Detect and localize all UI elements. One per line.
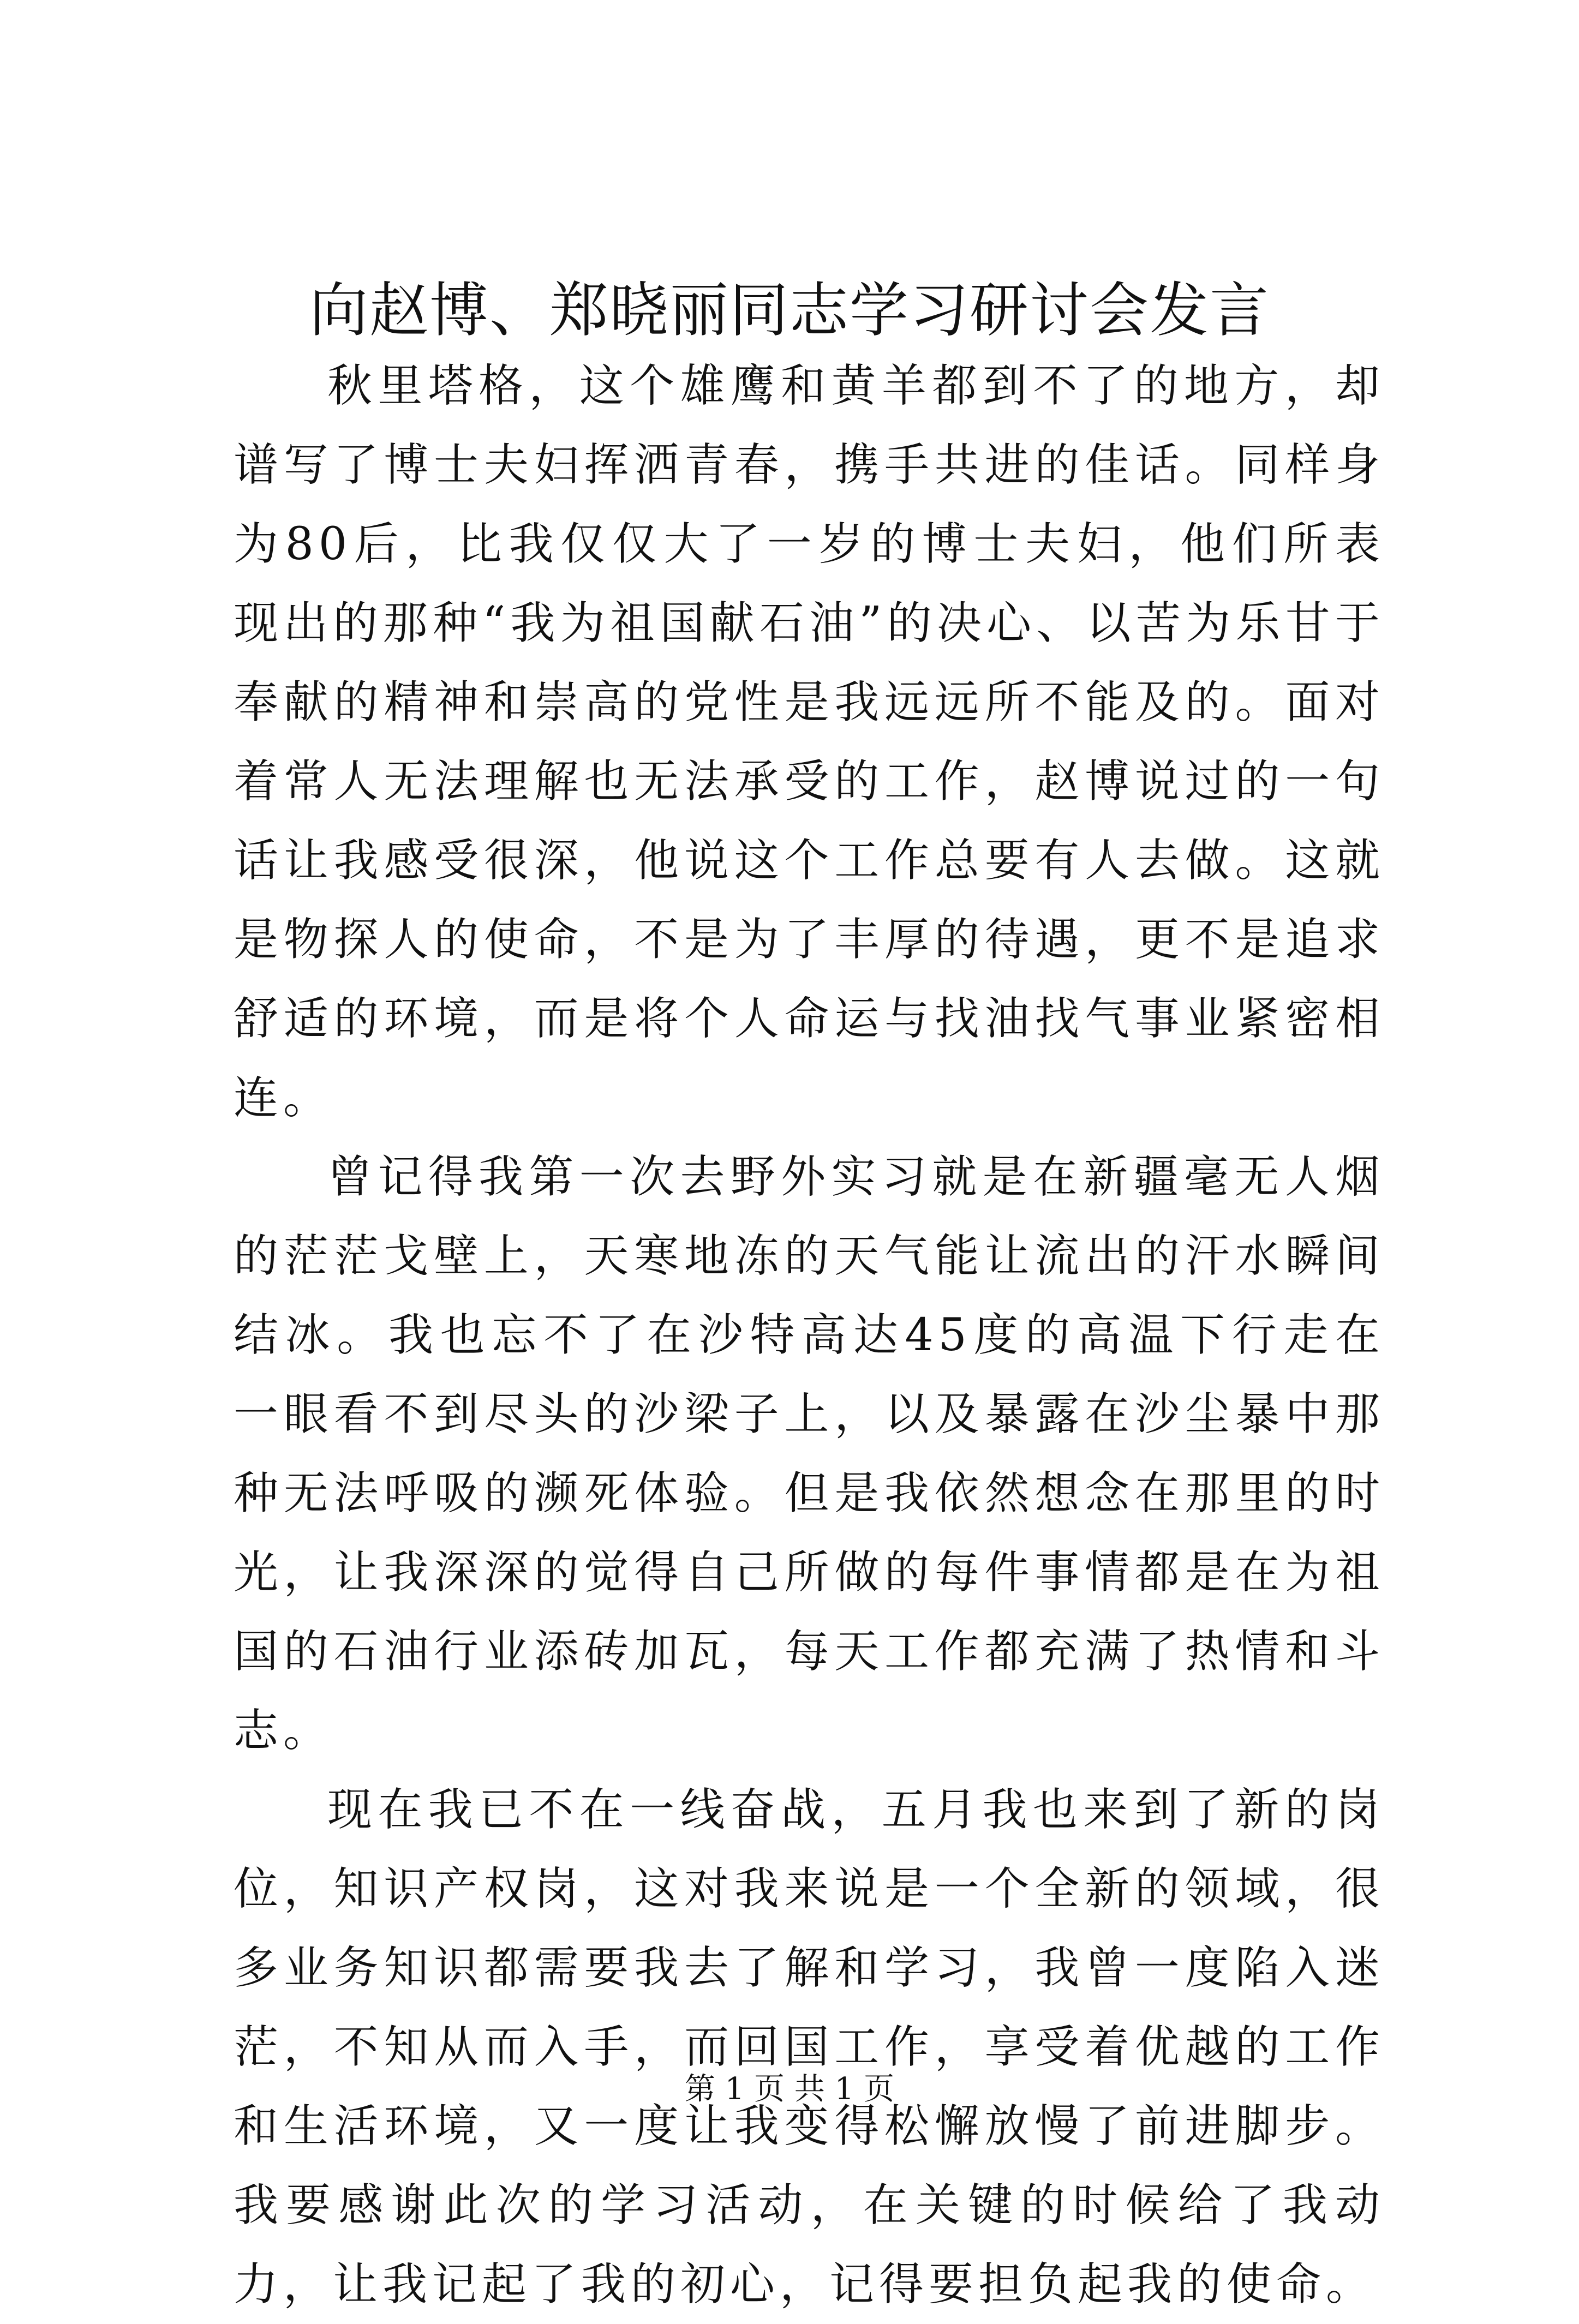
paragraph-1: 秋里塔格，这个雄鹰和黄羊都到不了的地方，却谱写了博士夫妇挥洒青春，携手共进的佳话。同样身为80后，比我仅仅大了一岁的博士夫妇，他们所表现出的那种“我为祖国献石油”的决心、以苦为乐甘于奉献的精神和崇高的党性是我远远所不能及的。面对着常人无法理解也无法承受的工作，赵博说过的一句话让我感受很深，他说这个工作总要有人去做。这就是物探人的使命，不是为了丰厚的待遇，更不是追求舒适的环境，而是将个人命运与找油找气事业紧密相连。 — [234, 360, 1385, 1124]
document-body — [234, 346, 1385, 2324]
paragraph-3: 现在我已不在一线奋战，五月我也来到了新的岗位，知识产权岗，这对我来说是一个全新的领域，很多业务知识都需要我去了解和学习，我曾一度陷入迷茫，不知从而入手，而回国工作，享受着优越的工作和生活环境，又一度让我变得松懈放慢了前进脚步。我要感谢此次的学习活动，在关键的时候给了我动力，让我记起了我的初心，记得要担负起我的使命。 — [234, 1784, 1385, 2310]
page-number-footer: 第 1 页 共 1 页 — [684, 2071, 895, 2107]
paragraph-2: 曾记得我第一次去野外实习就是在新疆毫无人烟的茫茫戈壁上，天寒地冻的天气能让流出的汗水瞬间结冰。我也忘不了在沙特高达45度的高温下行走在一眼看不到尽头的沙梁子上，以及暴露在沙尘暴中那种无法呼吸的濒死体验。但是我依然想念在那里的时光，让我深深的觉得自己所做的每件事情都是在为祖国的石油行业添砖加瓦，每天工作都充满了热情和斗志。 — [234, 1151, 1385, 1757]
document-title: 向赵博、郑晓丽同志学习研讨会发言 — [309, 277, 1270, 345]
